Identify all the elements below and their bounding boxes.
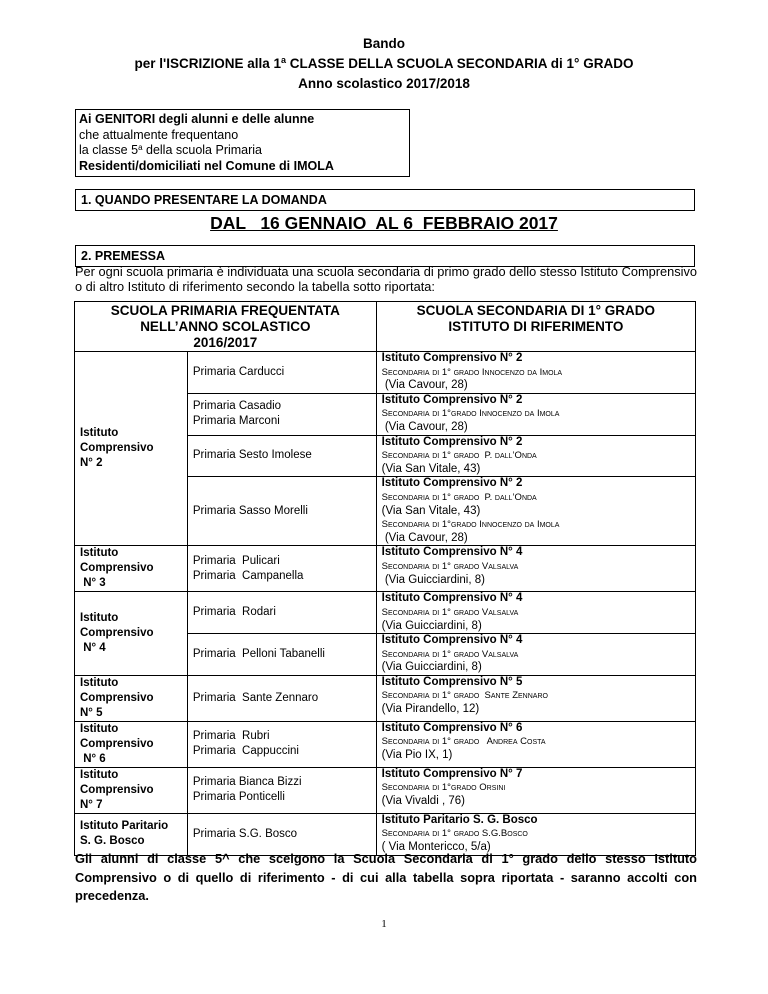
institute-line: Istituto [80,722,119,735]
institute-line: Comprensivo [80,442,154,455]
primary-school: Primaria Pulicari [192,554,280,567]
primary-cell [187,721,376,767]
secondary-cell [376,546,695,592]
secondary-institute: Istituto Paritario S. G. Bosco [381,813,538,826]
secondary-institute: Istituto Comprensivo N° 2 [381,352,523,364]
secondary-school: Secondaria di 1°grado Orsini [381,782,506,794]
secondary-cell [376,634,695,676]
secondary-institute: Istituto Comprensivo N° 2 [381,435,523,448]
institute-line: N° 7 [80,798,103,811]
secondary-address: (Via San Vitale, 43) [381,462,481,475]
institute-line: Comprensivo [80,627,154,640]
secondary-address: (Via Guicciardini, 8) [381,573,485,586]
institute-line: Comprensivo [80,562,154,575]
institute-cell [75,352,188,546]
section-1-heading: 1. QUANDO PRESENTARE LA DOMANDA [75,189,695,211]
secondary-address: (Via Pio IX, 1) [381,749,453,762]
closing-paragraph: Gli alunni di classe 5^ che scelgono la Scuola Secondaria di 1° grado dello stesso Istituto Comprensivo o di quello di riferimento - di cui alla tabella sopra riportata - saranno accolti con precedenza. [75,851,697,903]
institute-line: N° 3 [80,577,106,590]
parents-line-1: Ai GENITORI degli alunni e delle alunne [79,112,315,126]
parents-line-4: Residenti/domiciliati nel Comune di IMOLA [79,158,334,173]
primary-school: Primaria Sasso Morelli [192,504,308,517]
title-superscript: a [281,55,287,65]
secondary-institute: Istituto Comprensivo N° 7 [381,767,523,780]
institute-line: N° 5 [80,706,103,719]
primary-cell [187,767,376,813]
page-number: 1 [381,918,387,930]
primary-school: Primaria Marconi [192,415,280,428]
header-primary-line: SCUOLA PRIMARIA FREQUENTATA [110,303,340,318]
secondary-address: ( Via Montericco, 5/a) [381,841,491,854]
secondary-address: (Via Cavour, 28) [381,531,468,544]
primary-cell [187,634,376,676]
document-title [0,34,768,94]
secondary-cell [376,813,695,855]
secondary-school: Secondaria di 1° grado P. dall’Onda [381,450,537,462]
secondary-school: Secondaria di 1° grado Valsalva [381,648,519,660]
parents-box [75,109,410,177]
primary-school: Primaria Sante Zennaro [192,691,319,704]
table-row [75,352,696,394]
institute-cell [75,721,188,767]
table-header-row [75,302,696,352]
secondary-institute: Istituto Comprensivo N° 4 [381,546,523,559]
secondary-institute: Istituto Comprensivo N° 4 [381,592,523,605]
secondary-cell [376,352,695,394]
secondary-cell [376,675,695,721]
primary-school: Primaria Cappuccini [192,745,299,758]
parents-superscript: a [138,143,143,152]
institute-line: Istituto [80,768,119,781]
secondary-address: (Via Pirandello, 12) [381,703,480,716]
table-row [75,721,696,767]
table-row [75,546,696,592]
dates-heading [0,213,768,234]
primary-school: Primaria Rodari [192,606,276,619]
header-secondary-line: SCUOLA SECONDARIA DI 1° GRADO [416,303,656,318]
secondary-school: Secondaria di 1° grado Valsalva [381,606,519,618]
secondary-school: Secondaria di 1° grado P. dall’Onda [381,491,537,503]
table-row [75,767,696,813]
primary-cell [187,546,376,592]
primary-cell [187,435,376,477]
parents-line-2: che attualmente frequentano [79,127,239,142]
primary-cell [187,813,376,855]
title-line-2-text: per l'ISCRIZIONE alla 1 [134,56,282,71]
institute-line: Istituto Paritario [80,820,169,833]
secondary-cell [376,721,695,767]
title-line-1: Bando [363,36,405,51]
secondary-school: Secondaria di 1° grado Andrea Costa [381,736,546,748]
primary-cell [187,675,376,721]
dates-text: DAL 16 GENNAIO AL 6 FEBBRAIO 2017 [210,213,558,233]
institute-cell [75,767,188,813]
institute-line: Istituto [80,547,119,560]
secondary-school: Secondaria di 1°grado Innocenzo da Imola [381,519,560,531]
primary-cell [187,352,376,394]
secondary-institute: Istituto Comprensivo N° 4 [381,634,523,647]
premessa-text: Per ogni scuola primaria è individuata una scuola secondaria di primo grado dello stesso Istituto Comprensivo o di altro Istituto di riferimento secondo la tabella sotto riportata: [75,264,697,294]
secondary-cell [376,435,695,477]
secondary-address: (Via Guicciardini, 8) [381,619,482,632]
title-line-2 [0,54,768,74]
secondary-cell [376,592,695,634]
primary-cell [187,592,376,634]
secondary-institute: Istituto Comprensivo N° 2 [381,393,523,406]
institute-line: Comprensivo [80,691,154,704]
parents-line-3-rest: della scuola Primaria [142,143,263,157]
secondary-address: (Via San Vitale, 43) [381,504,481,517]
primary-school: Primaria Campanella [192,569,304,582]
secondary-cell [376,767,695,813]
secondary-cell [376,477,695,546]
table-row [75,813,696,855]
table-row [75,592,696,634]
schools-table [74,301,696,856]
secondary-cell [376,393,695,435]
institute-line: Istituto [80,427,119,440]
secondary-institute: Istituto Comprensivo N° 6 [381,721,523,734]
secondary-institute: Istituto Comprensivo N° 2 [381,477,523,490]
secondary-school: Secondaria di 1° grado Sante Zennaro [381,690,548,702]
parents-line-3 [79,143,406,159]
secondary-school: Secondaria di 1° grado S.G.Bosco [381,828,528,840]
institute-line: Istituto [80,612,119,625]
parents-line-3-text: la classe 5 [79,143,139,157]
primary-school: Primaria Pelloni Tabanelli [192,647,325,660]
secondary-school: Secondaria di 1° grado Valsalva [381,560,519,572]
secondary-address: (Via Cavour, 28) [381,420,468,433]
institute-cell [75,592,188,676]
secondary-institute: Istituto Comprensivo N° 5 [381,675,523,688]
header-primary [75,302,377,352]
primary-school: Primaria Rubri [192,730,270,743]
primary-school: Primaria Casadio [192,400,282,413]
primary-school: Primaria S.G. Bosco [192,827,298,840]
secondary-school: Secondaria di 1° grado Innocenzo da Imola [381,366,563,378]
primary-school: Primaria Sesto Imolese [192,449,312,462]
institute-line: N° 6 [80,752,106,765]
primary-cell [187,393,376,435]
institute-line: Istituto [80,676,119,689]
primary-school: Primaria Bianca Bizzi [192,776,302,789]
secondary-address: (Via Vivaldi , 76) [381,795,465,808]
title-line-3: Anno scolastico 2017/2018 [298,76,470,91]
section-2-heading: 2. PREMESSA [75,245,695,267]
institute-line: Comprensivo [80,737,154,750]
institute-line: N° 2 [80,457,103,470]
header-primary-line: NELL’ANNO SCOLASTICO [140,319,311,334]
institute-cell [75,675,188,721]
primary-school: Primaria Ponticelli [192,791,285,804]
institute-cell [75,813,188,855]
institute-line: N° 4 [80,642,106,655]
institute-line: S. G. Bosco [80,835,145,848]
institute-cell [75,546,188,592]
primary-cell [187,477,376,546]
secondary-address: (Via Guicciardini, 8) [381,661,482,674]
primary-school: Primaria Carducci [192,365,285,378]
institute-line: Comprensivo [80,783,154,796]
table-row [75,675,696,721]
header-secondary-line: ISTITUTO DI RIFERIMENTO [448,319,624,334]
header-primary-line: 2016/2017 [193,335,258,350]
header-secondary [376,302,695,352]
secondary-school: Secondaria di 1°grado Innocenzo da Imola [381,408,560,420]
title-line-2-rest: CLASSE DELLA SCUOLA SECONDARIA di 1° GRADO [286,56,634,71]
secondary-address: (Via Cavour, 28) [381,379,468,392]
